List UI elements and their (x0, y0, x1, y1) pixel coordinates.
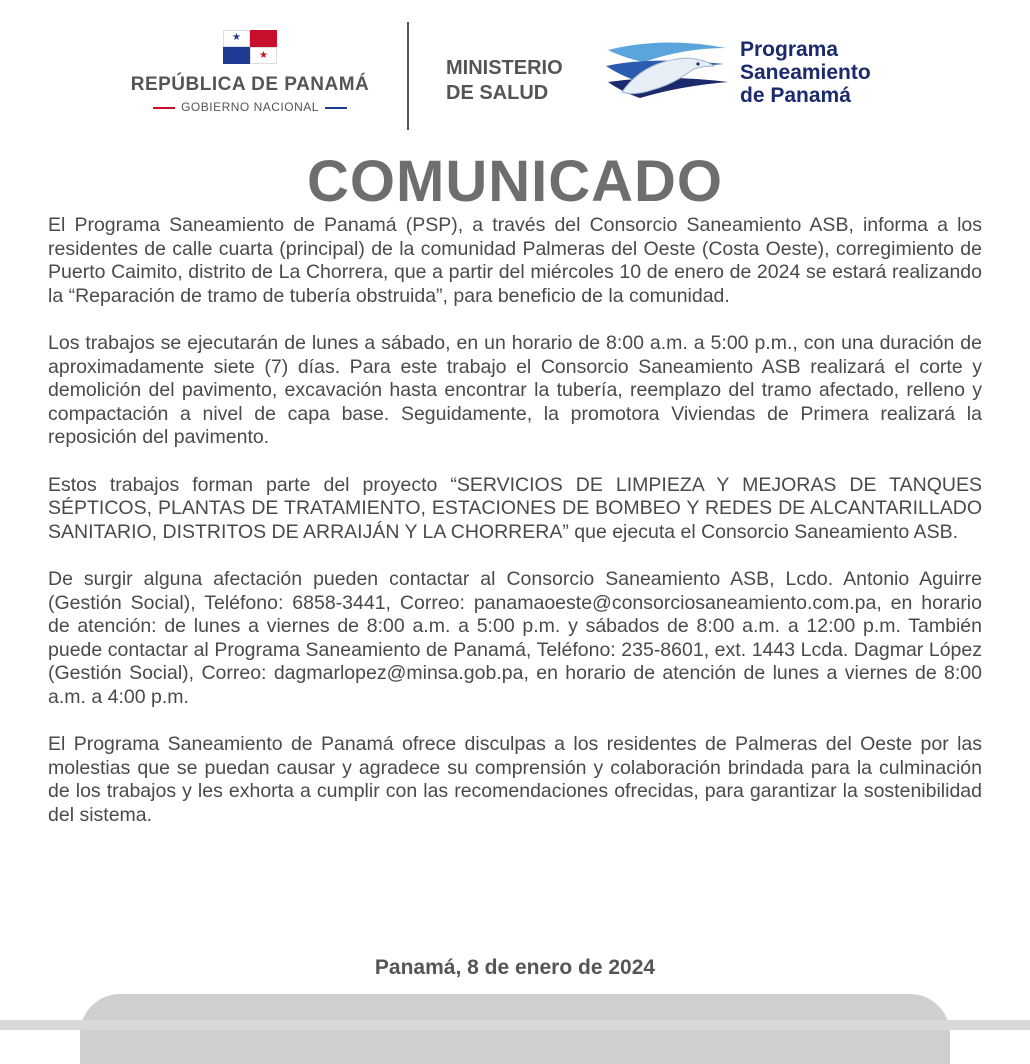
paragraph-3: Estos trabajos forman parte del proyecto “SERVICIOS DE LIMPIEZA Y MEJORAS DE TANQUES SÉPTICOS, PLANTAS DE TRATAMIENTO, ESTACIONES DE BOMBEO Y REDES DE ALCANTARILLADO SANITARIO, DISTRITOS DE ARRAIJÁN Y LA CHORRERA” que ejecuta el Consorcio Saneamiento ASB. (48, 473, 982, 543)
paragraph-2: Los trabajos se ejecutarán de lunes a sábado, en un horario de 8:00 a.m. a 5:00 p.m., con una duración de aproximadamente siete (7) días. Para este trabajo el Consorcio Saneamiento ASB realizará el corte y demolición del pavimento, excavación hasta encontrar la tubería, reemplazo del tramo afectado, relleno y compactación a nivel de capa base. Seguidamente, la promotora Viviendas de Primera realizará la reposición del pavimento. (48, 332, 982, 448)
header-divider (407, 22, 409, 130)
page-title: COMUNICADO (307, 149, 723, 214)
issue-date: Panamá, 8 de enero de 2024 (374, 956, 656, 979)
paragraph-1: El Programa Saneamiento de Panamá (PSP), a través del Consorcio Saneamiento ASB, informa a los residentes de calle cuarta (principal) de la comunidad Palmeras del Oeste (Costa Oeste), corregimiento de Puerto Caimito, distrito de La Chorrera, que a partir del miércoles 10 de enero de 2024 se estará realizando la “Reparación de tramo de tubería obstruida”, para beneficio de la comunidad. (48, 214, 982, 307)
announcement-body (48, 214, 982, 851)
republic-of-panama-logo (110, 30, 390, 114)
dolphin-logo-icon (604, 40, 732, 108)
paragraph-4: De surgir alguna afectación pueden contactar al Consorcio Saneamiento ASB, Lcdo. Antonio Aguirre (Gestión Social), Teléfono: 6858-3441, Correo: panamaoeste@consorciosaneamiento.com.pa, en horario de atención: de lunes a viernes de 8:00 a.m. a 5:00 p.m. y sábados de 8:00 a.m. a 12:00 p.m. También puede contactar al Programa Saneamiento de Panamá, Teléfono: 235-8601, ext. 1443 Lcda. Dagmar López (Gestión Social), Correo: dagmarlopez@minsa.gob.pa, en horario de atención de lunes a viernes de 8:00 a.m. a 4:00 p.m. (48, 568, 982, 708)
government-subtitle: GOBIERNO NACIONAL (110, 100, 390, 114)
footer-line (0, 1020, 1030, 1030)
panama-flag-icon: ★ ★ (223, 30, 277, 64)
republic-title: REPÚBLICA DE PANAMÁ (130, 74, 370, 95)
paragraph-5: El Programa Saneamiento de Panamá ofrece disculpas a los residentes de Palmeras del Oeste por las molestias que se puedan causar y agradece su comprensión y colaboración brindada para la culminación de los trabajos y les exhorta a cumplir con las recomendaciones ofrecidas, para garantizar la sostenibilidad del sistema. (48, 733, 982, 826)
ministry-name: MINISTERIO DE SALUD (446, 57, 563, 104)
program-name: Programa Saneamiento de Panamá (740, 38, 871, 107)
header (0, 0, 1030, 140)
